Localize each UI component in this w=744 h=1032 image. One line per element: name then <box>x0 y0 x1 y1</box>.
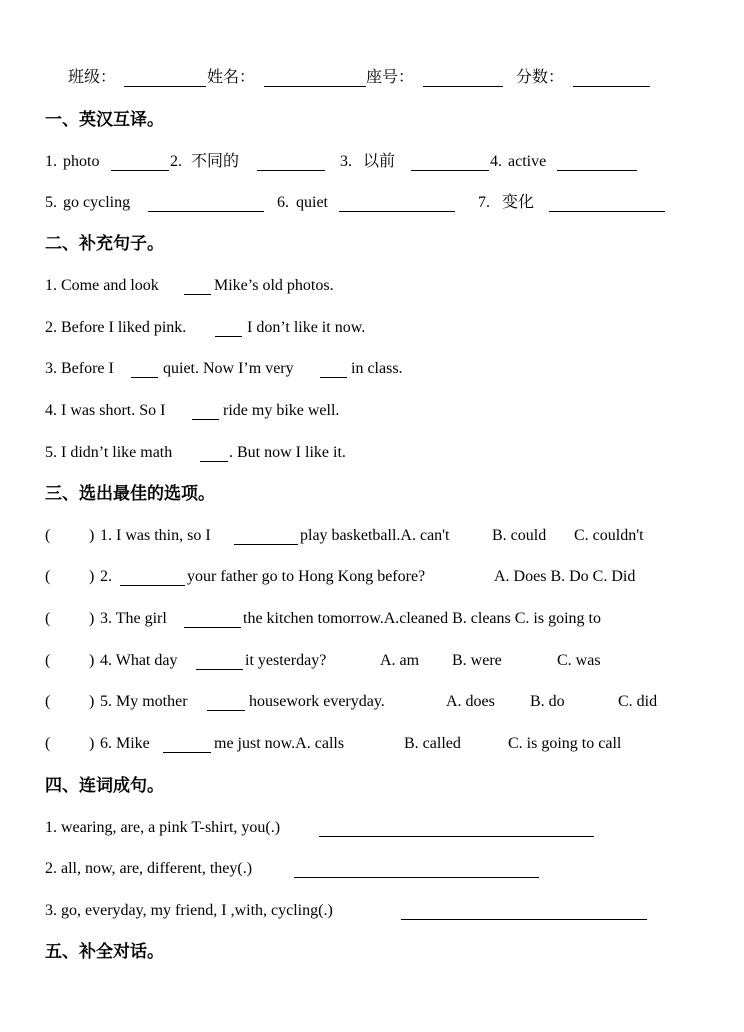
s3-item1-open: ( <box>45 527 51 544</box>
s3-item3-q2: the kitchen tomorrow.A.cleaned B. cleans C. is going to <box>243 610 601 627</box>
s2-item4-b: ride my bike well. <box>223 402 340 419</box>
s1-item4-num: 4. <box>490 153 502 170</box>
s3-item1-blank[interactable] <box>234 544 298 545</box>
s1-item7-text: 变化 <box>502 194 535 211</box>
section4-title-text: 四、连词成句。 <box>45 776 164 795</box>
s3-item1-optc: C. couldn't <box>574 527 644 544</box>
s1-item2-num: 2. <box>170 153 182 170</box>
class-label: 班级： <box>68 69 117 86</box>
s2-item3-blank2[interactable] <box>320 377 347 378</box>
s2-item2-a: 2. Before I liked pink. <box>45 319 187 336</box>
s3-item6-q1: 6. Mike <box>100 735 150 752</box>
seat-blank[interactable] <box>423 86 503 87</box>
s3-item5-optb: B. do <box>530 693 565 710</box>
s4-item1-text: 1. wearing, are, a pink T-shirt, you(.) <box>45 819 281 836</box>
s3-item4-optc: C. was <box>557 652 601 669</box>
s1-item3-text: 以前 <box>363 153 396 170</box>
s3-item6-close: ) <box>89 735 95 752</box>
s2-item2-b: I don’t like it now. <box>247 319 366 336</box>
section1-title-text: 一、英汉互译。 <box>45 110 164 129</box>
s3-item5-q2: housework everyday. <box>249 693 385 710</box>
s1-item3-blank[interactable] <box>411 170 489 171</box>
s2-item5-blank[interactable] <box>200 461 228 462</box>
s3-item1-close: ) <box>89 527 95 544</box>
s2-item1-blank[interactable] <box>184 294 211 295</box>
s1-item4-blank[interactable] <box>557 170 637 171</box>
score-label: 分数： <box>516 69 565 86</box>
s4-item2-blank[interactable] <box>294 877 539 878</box>
s3-item5-blank[interactable] <box>207 710 245 711</box>
s3-item4-blank[interactable] <box>196 669 243 670</box>
s3-item6-optb: B. called <box>404 735 461 752</box>
section5-title-text: 五、补全对话。 <box>45 942 164 961</box>
s2-item5-b: . But now I like it. <box>229 444 346 461</box>
s1-item6-num: 6. <box>277 194 289 211</box>
s2-item4-blank[interactable] <box>192 419 219 420</box>
s4-item1-blank[interactable] <box>319 836 594 837</box>
section2-title-text: 二、补充句子。 <box>45 234 164 253</box>
s1-item3-num: 3. <box>340 153 352 170</box>
s3-item2-q1: 2. <box>100 568 112 585</box>
class-blank-tail <box>192 86 206 87</box>
s2-item3-a: 3. Before I <box>45 360 114 377</box>
s1-item2-text: 不同的 <box>191 153 240 170</box>
s3-item5-opta: A. does <box>446 693 495 710</box>
s1-item1-num: 1. <box>45 153 57 170</box>
s1-item1-text: photo <box>63 153 100 170</box>
s2-item5-a: 5. I didn’t like math <box>45 444 173 461</box>
s3-item2-open: ( <box>45 568 51 585</box>
s3-item5-optc: C. did <box>618 693 658 710</box>
s3-item2-q2: your father go to Hong Kong before? <box>187 568 426 585</box>
s3-item2-options: A. Does B. Do C. Did <box>494 568 636 585</box>
s3-item6-optc: C. is going to call <box>508 735 622 752</box>
s3-item3-blank[interactable] <box>184 627 241 628</box>
s2-item2-blank[interactable] <box>215 336 242 337</box>
s2-item3-c: in class. <box>351 360 403 377</box>
s1-item1-blank[interactable] <box>111 170 169 171</box>
s3-item5-q1: 5. My mother <box>100 693 188 710</box>
s3-item5-close: ) <box>89 693 95 710</box>
s3-item1-q1: 1. I was thin, so I <box>100 527 211 544</box>
s1-item5-blank[interactable] <box>148 211 264 212</box>
s1-item4-text: active <box>508 153 547 170</box>
s4-item3-text: 3. go, everyday, my friend, I ,with, cycling(.) <box>45 902 333 919</box>
name-label: 姓名： <box>207 69 256 86</box>
score-blank[interactable] <box>573 86 650 87</box>
s3-item4-open: ( <box>45 652 51 669</box>
s3-item3-open: ( <box>45 610 51 627</box>
s1-item7-num: 7. <box>478 194 490 211</box>
s3-item5-open: ( <box>45 693 51 710</box>
name-blank[interactable] <box>264 86 366 87</box>
s1-item6-blank[interactable] <box>339 211 455 212</box>
s3-item6-blank[interactable] <box>163 752 211 753</box>
s2-item1-a: 1. Come and look <box>45 277 159 294</box>
s1-item5-num: 5. <box>45 194 57 211</box>
s4-item3-blank[interactable] <box>401 919 647 920</box>
s3-item4-opta: A. am <box>380 652 420 669</box>
s3-item4-q1: 4. What day <box>100 652 178 669</box>
section3-title-text: 三、选出最佳的选项。 <box>45 484 215 503</box>
s1-item6-text: quiet <box>296 194 328 211</box>
s3-item3-close: ) <box>89 610 95 627</box>
s4-item2-text: 2. all, now, are, different, they(.) <box>45 860 253 877</box>
s1-item2-blank[interactable] <box>257 170 325 171</box>
class-blank[interactable] <box>124 86 192 87</box>
s3-item6-q2: me just now.A. calls <box>214 735 345 752</box>
s3-item4-optb: B. were <box>452 652 502 669</box>
s3-item2-blank[interactable] <box>120 585 185 586</box>
s3-item4-close: ) <box>89 652 95 669</box>
s3-item4-q2: it yesterday? <box>245 652 327 669</box>
seat-label: 座号： <box>366 69 415 86</box>
s3-item1-q2: play basketball.A. can't <box>300 527 450 544</box>
s2-item4-a: 4. I was short. So I <box>45 402 166 419</box>
s2-item3-b: quiet. Now I’m very <box>163 360 294 377</box>
s3-item2-close: ) <box>89 568 95 585</box>
s2-item1-b: Mike’s old photos. <box>214 277 334 294</box>
s3-item3-q1: 3. The girl <box>100 610 167 627</box>
s1-item7-blank[interactable] <box>549 211 665 212</box>
s3-item1-optb: B. could <box>492 527 547 544</box>
s1-item5-text: go cycling <box>63 194 131 211</box>
s2-item3-blank1[interactable] <box>131 377 158 378</box>
s3-item6-open: ( <box>45 735 51 752</box>
